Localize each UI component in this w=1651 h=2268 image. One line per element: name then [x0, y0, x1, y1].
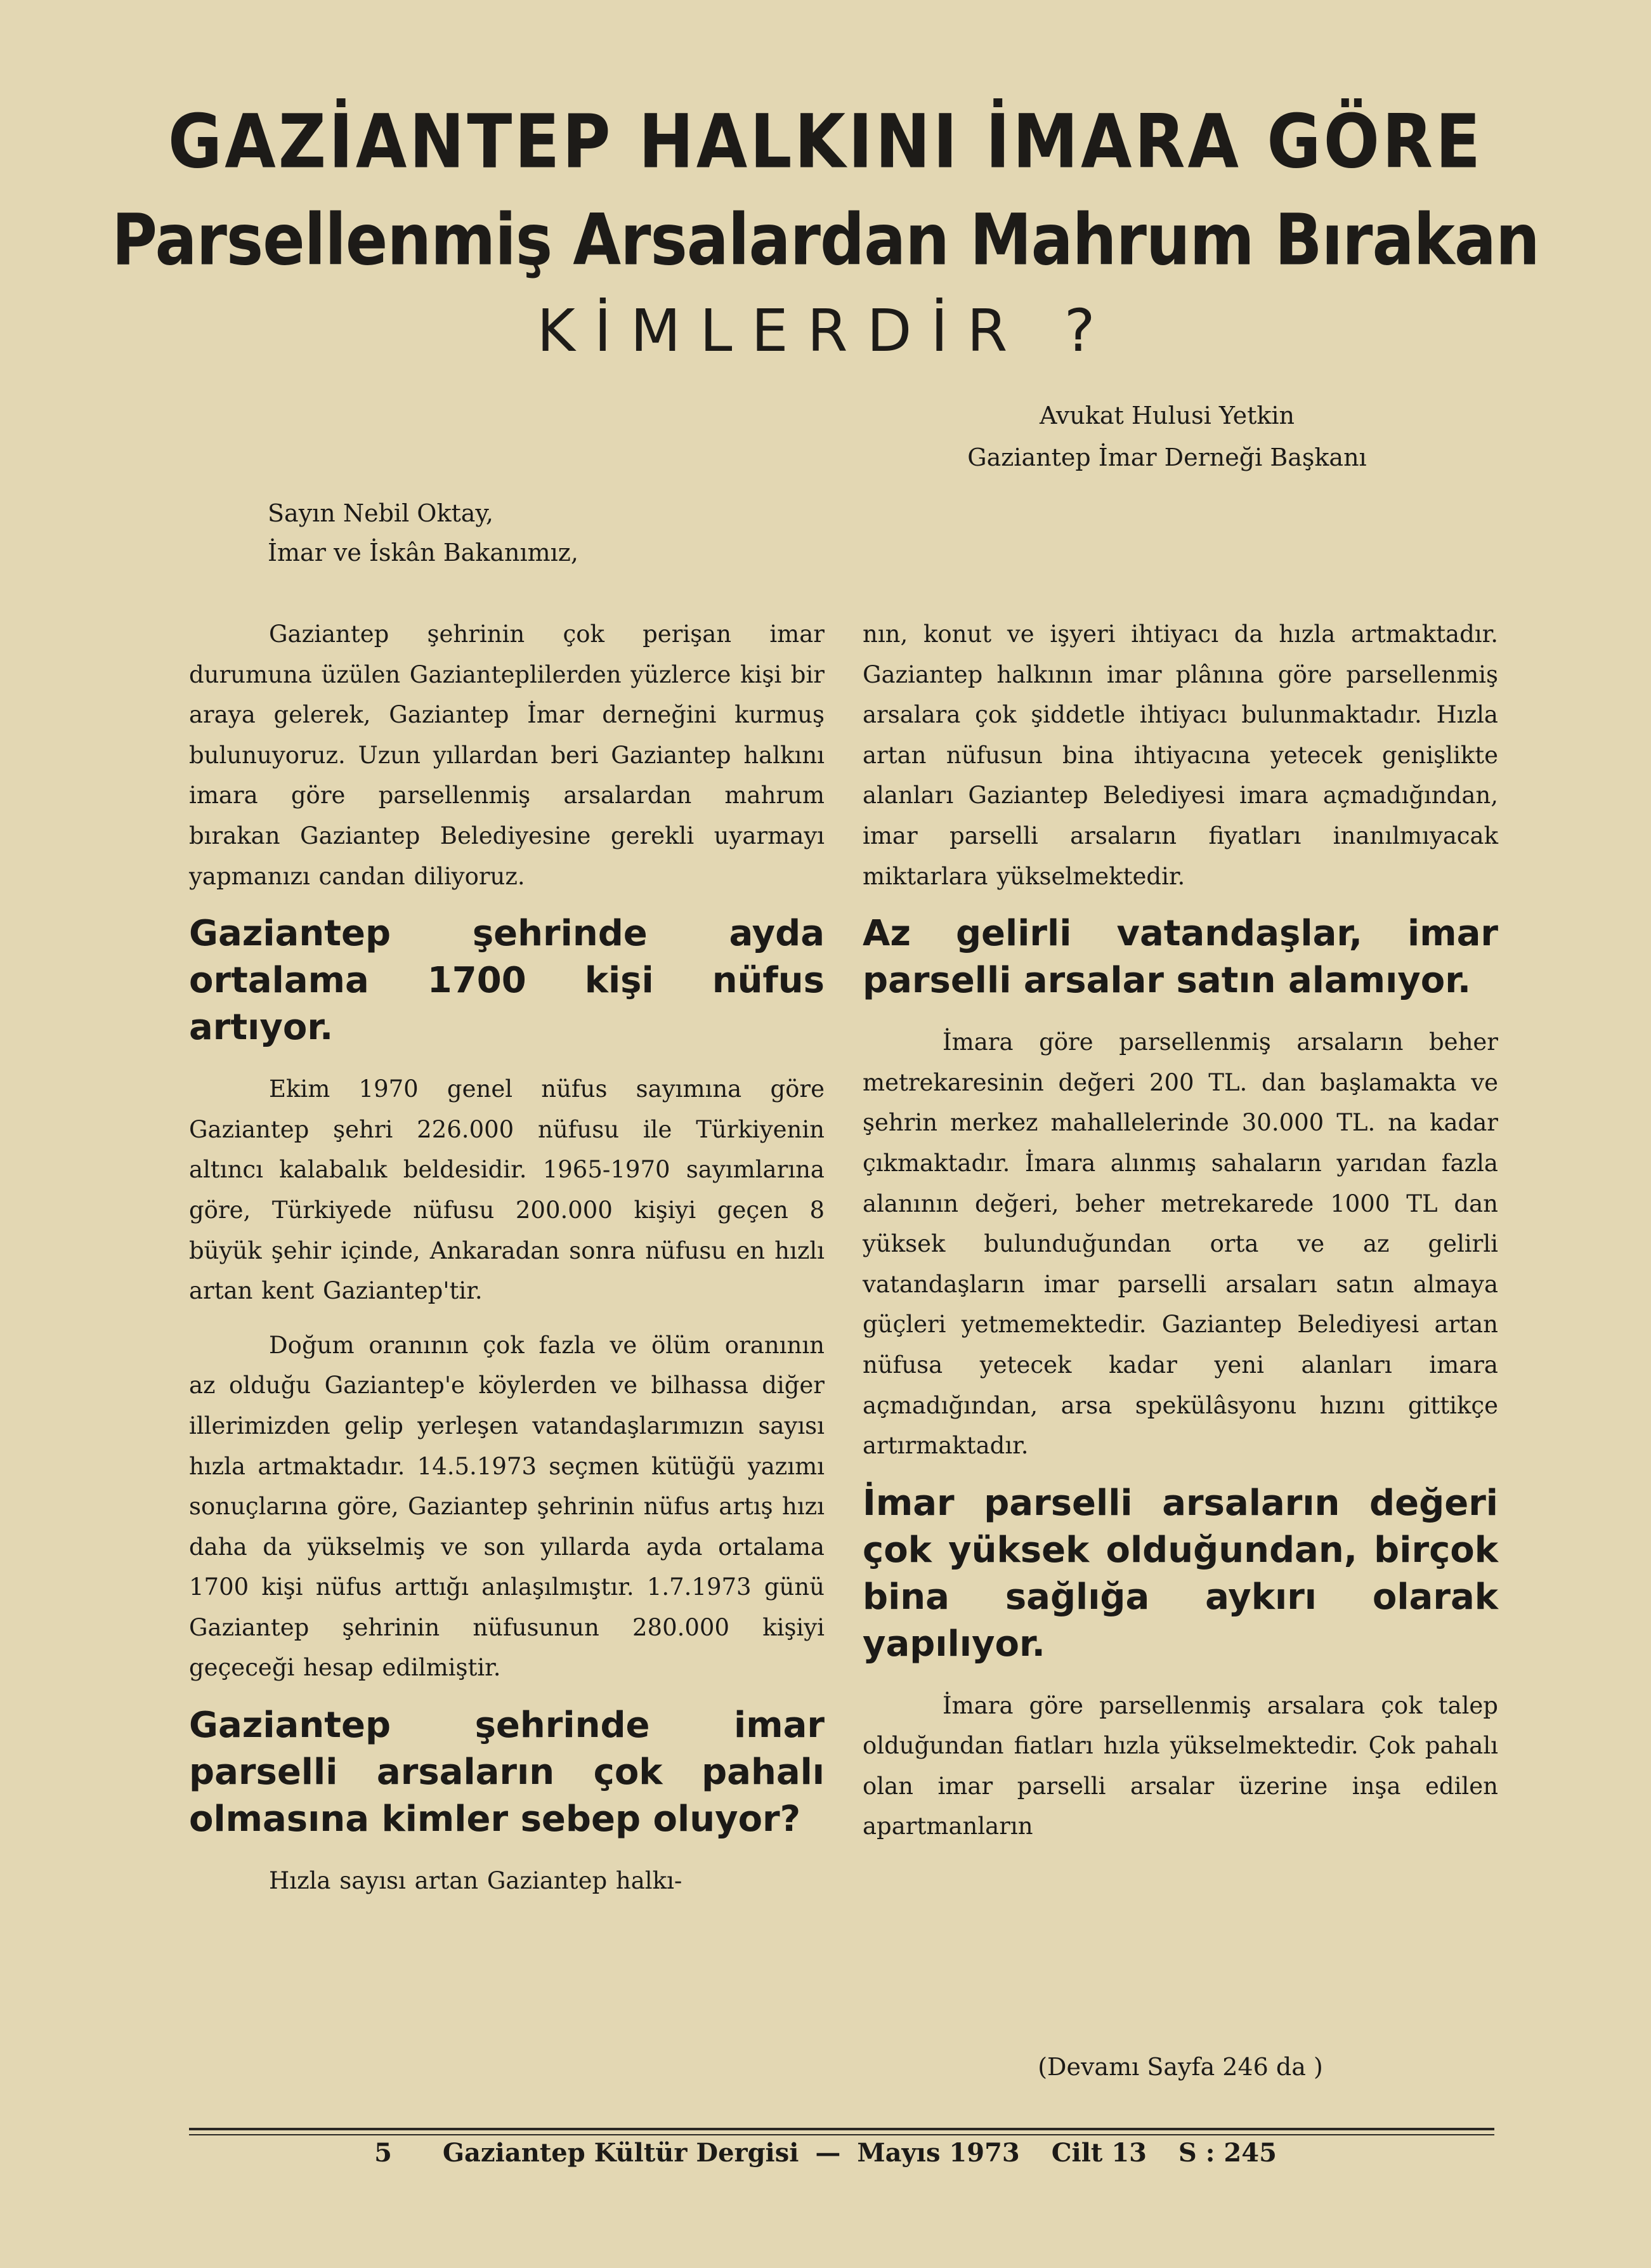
issue-date: Mayıs 1973 — [857, 2138, 1020, 2168]
headline-line-1: GAZİANTEP HALKINI İMARA GÖRE — [167, 98, 1484, 185]
subheading: İmar parselli arsaların değeri çok yüksek olduğundan, birçok bina sağlığa aykırı olarak yapılıyor. — [863, 1482, 1498, 1665]
headline-line-3: KİMLERDİR ? — [537, 297, 1114, 365]
body-paragraph: Doğum oranının çok fazla ve ölüm oranının az olduğu Gaziantep'e köylerden ve bilhassa diğer illerimizden gelip yerleşen vatandaşlarımızın sayısı hızla artmaktadır. 14.5.1973 seçmen kütüğü yazımı sonuçlarına göre, Gaziantep şehrinin nüfus artış hızı daha da yükselmiş ve son yıllarda ayda ortalama 1700 kişi nüfus arttığı anlaşılmıştır. 1.7.1973 günü Gaziantep şehrinin nüfusunun 280.000 kişiyi geçeceği hesap edilmiştir. — [189, 1331, 825, 1682]
footer-rule — [189, 2128, 1494, 2130]
page-number: 5 — [374, 2138, 392, 2168]
right-column — [863, 614, 1498, 1847]
body-paragraph: Ekim 1970 genel nüfus sayımına göre Gaziantep şehri 226.000 nüfusu ile Türkiyenin altıncı kalabalık beldesidir. 1965-1970 sayımlarına göre, Türkiyede nüfusu 200.000 kişiyi geçen 8 büyük şehir içinde, Ankaradan sonra nüfusu en hızlı artan kent Gaziantep'tir. — [189, 1075, 825, 1305]
body-paragraph: İmara göre parsellenmiş arsaların beher metrekaresinin değeri 200 TL. dan başlamakta ve şehrin merkez mahallelerinde 30.000 TL. na kadar çıkmaktadır. İmara alınmış sahaların yarıdan fazla alanının değeri, beher metrekarede 1000 TL dan yüksek bulunduğundan orta ve az gelirli vatandaşların imar parselli arsaları satın almaya güçleri yetmemektedir. Gaziantep Belediyesi artan nüfusa yetecek kadar yeni alanları imara açmadığından, arsa spekülâsyonu hızını gittikçe artırmaktadır. — [863, 1028, 1498, 1460]
journal-name: Gaziantep Kültür Dergisi — [442, 2138, 799, 2168]
footer-rule-thin — [189, 2134, 1494, 2135]
author-block — [882, 395, 1452, 478]
issue-number: S : 245 — [1178, 2138, 1277, 2168]
salutation-line-1: Sayın Nebil Oktay, — [268, 499, 493, 527]
headline-line-2: Parsellenmiş Arsalardan Mahrum Bırakan — [112, 199, 1539, 282]
left-column — [189, 614, 825, 1901]
subheading: Az gelirli vatandaşlar, imar parselli arsalar satın alamıyor. — [863, 913, 1498, 1002]
body-paragraph: Gaziantep şehrinin çok perişan imar durumuna üzülen Gazianteplilerden yüzlerce kişi bir araya gelerek, Gaziantep İmar derneğini kurmuş bulunuyoruz. Uzun yıllardan beri Gaziantep halkını imara göre parsellenmiş arsalardan mahrum bırakan Gaziantep Belediyesine gerekli uyarmayı yapmanızı candan diliyoruz. — [189, 620, 825, 890]
subheading: Gaziantep şehrinde imar parselli arsaların çok pahalı olmasına kimler sebep oluyor? — [189, 1705, 825, 1840]
volume: Cilt 13 — [1051, 2138, 1147, 2168]
subheading: Gaziantep şehrinde ayda ortalama 1700 kişi nüfus artıyor. — [189, 913, 825, 1049]
continued-note: (Devamı Sayfa 246 da ) — [1038, 2053, 1323, 2081]
author-name: Avukat Hulusi Yetkin — [1039, 402, 1295, 429]
body-paragraph: nın, konut ve işyeri ihtiyacı da hızla artmaktadır. Gaziantep halkının imar plânına göre parsellenmiş arsalara çok şiddetle ihtiyacı bulunmaktadır. Hızla artan nüfusun bina ihtiyacına yetecek genişlikte alanları Gaziantep Belediyesi imara açmadığından, imar parselli arsaların fiyatları inanılmıyacak miktarlara yükselmektedir. — [863, 620, 1498, 890]
page-footer — [0, 2138, 1651, 2168]
footer-dash: — — [815, 2138, 841, 2168]
body-paragraph: Hızla sayısı artan Gaziantep halkı- — [269, 1867, 682, 1895]
author-role: Gaziantep İmar Derneği Başkanı — [967, 443, 1367, 471]
body-paragraph: İmara göre parsellenmiş arsalara çok talep olduğundan fiatları hızla yükselmektedir. Çok pahalı olan imar parselli arsalar üzerine inşa edilen apartmanların — [863, 1691, 1498, 1840]
salutation — [268, 494, 578, 572]
salutation-line-2: İmar ve İskân Bakanımız, — [268, 539, 578, 567]
